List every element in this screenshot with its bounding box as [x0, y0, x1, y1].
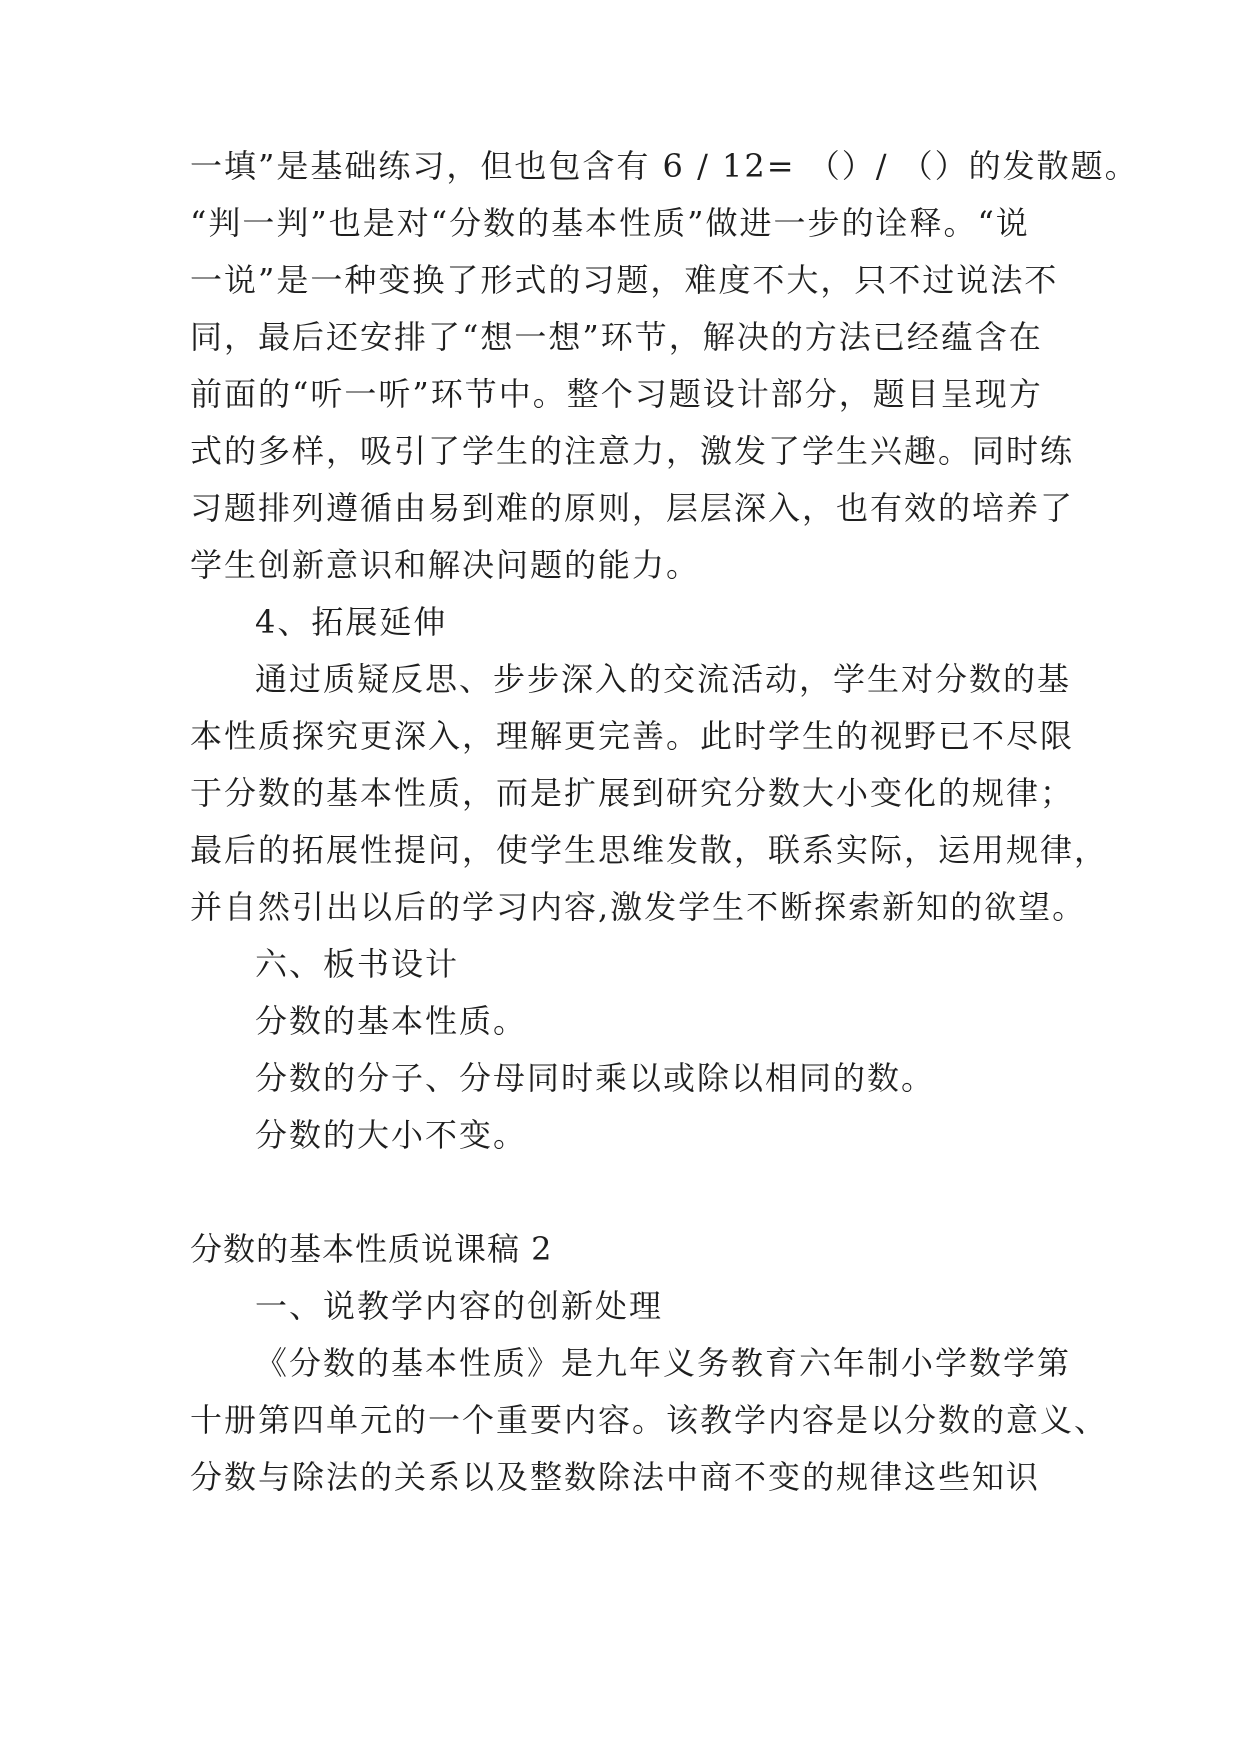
paragraph-line: 并自然引出以后的学习内容,激发学生不断探索新知的欲望。: [190, 888, 1087, 926]
paragraph-line: 本性质探究更深入，理解更完善。此时学生的视野已不尽限: [190, 717, 1075, 755]
paragraph-line: 学生创新意识和解决问题的能力。: [190, 546, 701, 584]
paragraph-line: 十册第四单元的一个重要内容。该教学内容是以分数的意义、: [190, 1401, 1109, 1439]
board-line: 分数的基本性质。: [255, 1002, 528, 1040]
section-heading: 一、说教学内容的创新处理: [255, 1287, 664, 1325]
paragraph-line: 分数与除法的关系以及整数除法中商不变的规律这些知识: [190, 1458, 1041, 1496]
paragraph-line: 一说”是一种变换了形式的习题，难度不大，只不过说法不: [190, 261, 1059, 299]
paragraph-line: 通过质疑反思、步步深入的交流活动，学生对分数的基: [255, 660, 1072, 698]
paragraph-line: “判一判”也是对“分数的基本性质”做进一步的诠释。“说: [190, 204, 1030, 242]
paragraph-line: 式的多样，吸引了学生的注意力，激发了学生兴趣。同时练: [190, 432, 1075, 470]
section-heading: 4、拓展延伸: [255, 603, 448, 641]
board-line: 分数的分子、分母同时乘以或除以相同的数。: [255, 1059, 936, 1097]
article-title: 分数的基本性质说课稿 2: [190, 1230, 553, 1268]
paragraph-line: 《分数的基本性质》是九年义务教育六年制小学数学第: [255, 1344, 1072, 1382]
board-line: 分数的大小不变。: [255, 1116, 528, 1154]
paragraph-line: 一填”是基础练习，但也包含有 6 / 12= （）/ （）的发散题。: [190, 147, 1139, 185]
paragraph-line: 前面的“听一听”环节中。整个习题设计部分，题目呈现方: [190, 375, 1043, 413]
paragraph-line: 同，最后还安排了“想一想”环节，解决的方法已经蕴含在: [190, 318, 1043, 356]
paragraph-line: 习题排列遵循由易到难的原则，层层深入，也有效的培养了: [190, 489, 1075, 527]
paragraph-line: 于分数的基本性质，而是扩展到研究分数大小变化的规律；: [190, 774, 1075, 812]
section-heading: 六、板书设计: [255, 945, 460, 983]
paragraph-line: 最后的拓展性提问，使学生思维发散，联系实际，运用规律，: [190, 831, 1109, 869]
